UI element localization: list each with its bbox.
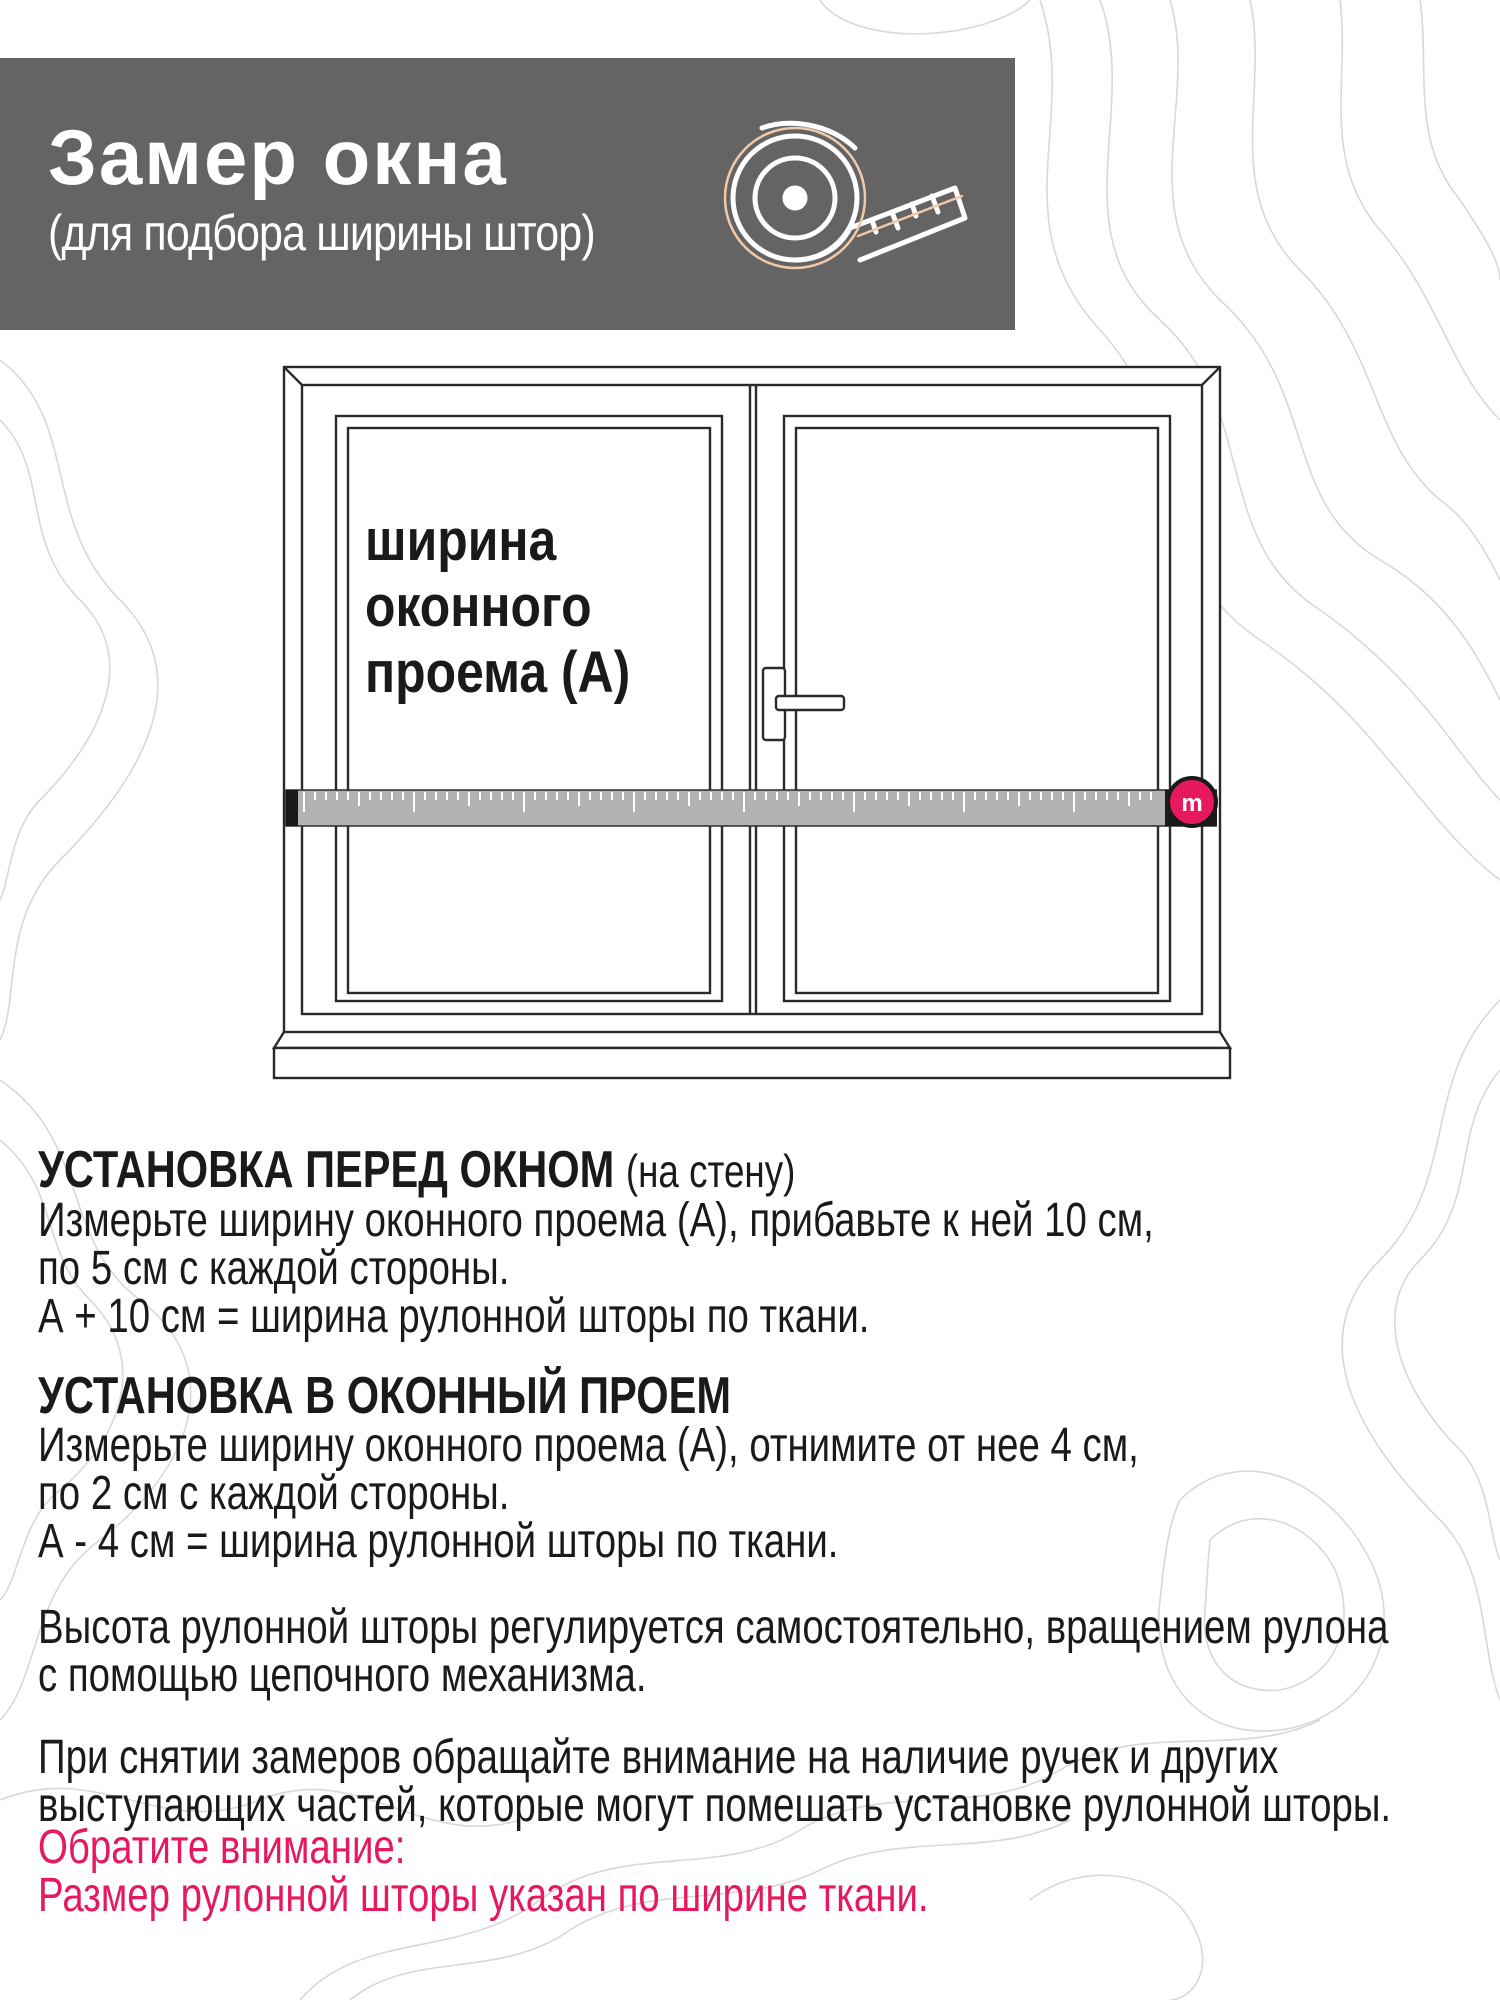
- section-heading-note: (на стену): [625, 1145, 796, 1197]
- section-front-install: [38, 1141, 1488, 1343]
- instruction-line: А - 4 см = ширина рулонной шторы по ткани.: [38, 1515, 839, 1568]
- instruction-line: по 5 см с каждой стороны.: [38, 1242, 510, 1295]
- instruction-line: Измерьте ширину оконного проема (А), прибавьте к ней 10 см,: [38, 1194, 1154, 1247]
- measure-note: [38, 1731, 1488, 1832]
- tape-badge-letter: m: [1181, 790, 1203, 817]
- section-heading: [38, 1141, 1198, 1199]
- attention-note: [38, 1821, 1488, 1922]
- diagram-label-line: ширина: [365, 508, 557, 573]
- instruction-line: Измерьте ширину оконного проема (А), отнимите от нее 4 см,: [38, 1419, 1139, 1472]
- instruction-line: по 2 см с каждой стороны.: [38, 1467, 510, 1520]
- note-line: с помощью цепочного механизма.: [38, 1649, 647, 1702]
- height-note: [38, 1601, 1488, 1702]
- section-heading-text: УСТАНОВКА ПЕРЕД ОКНОМ: [38, 1141, 615, 1199]
- diagram-label: [365, 508, 630, 706]
- note-line: При снятии замеров обращайте внимание на наличие ручек и других: [38, 1731, 1279, 1784]
- section-heading: УСТАНОВКА В ОКОННЫЙ ПРОЕМ: [38, 1367, 731, 1425]
- page-subtitle: (для подбора ширины штор): [48, 205, 595, 261]
- note-line: Высота рулонной шторы регулируется самостоятельно, вращением рулона: [38, 1601, 1389, 1654]
- page-title: Замер окна: [48, 113, 508, 201]
- diagram-label-line: оконного: [365, 574, 592, 639]
- note-line: выступающих частей, которые могут помешать установке рулонной шторы.: [38, 1779, 1392, 1832]
- window-sill: [274, 1032, 1230, 1048]
- attention-text: Размер рулонной шторы указан по ширине ткани.: [38, 1869, 929, 1922]
- attention-title: Обратите внимание:: [38, 1821, 406, 1874]
- diagram-label-line: проема (А): [365, 640, 631, 705]
- section-inside-install: [38, 1367, 1488, 1568]
- instruction-line: А + 10 см = ширина рулонной шторы по ткани.: [38, 1290, 870, 1343]
